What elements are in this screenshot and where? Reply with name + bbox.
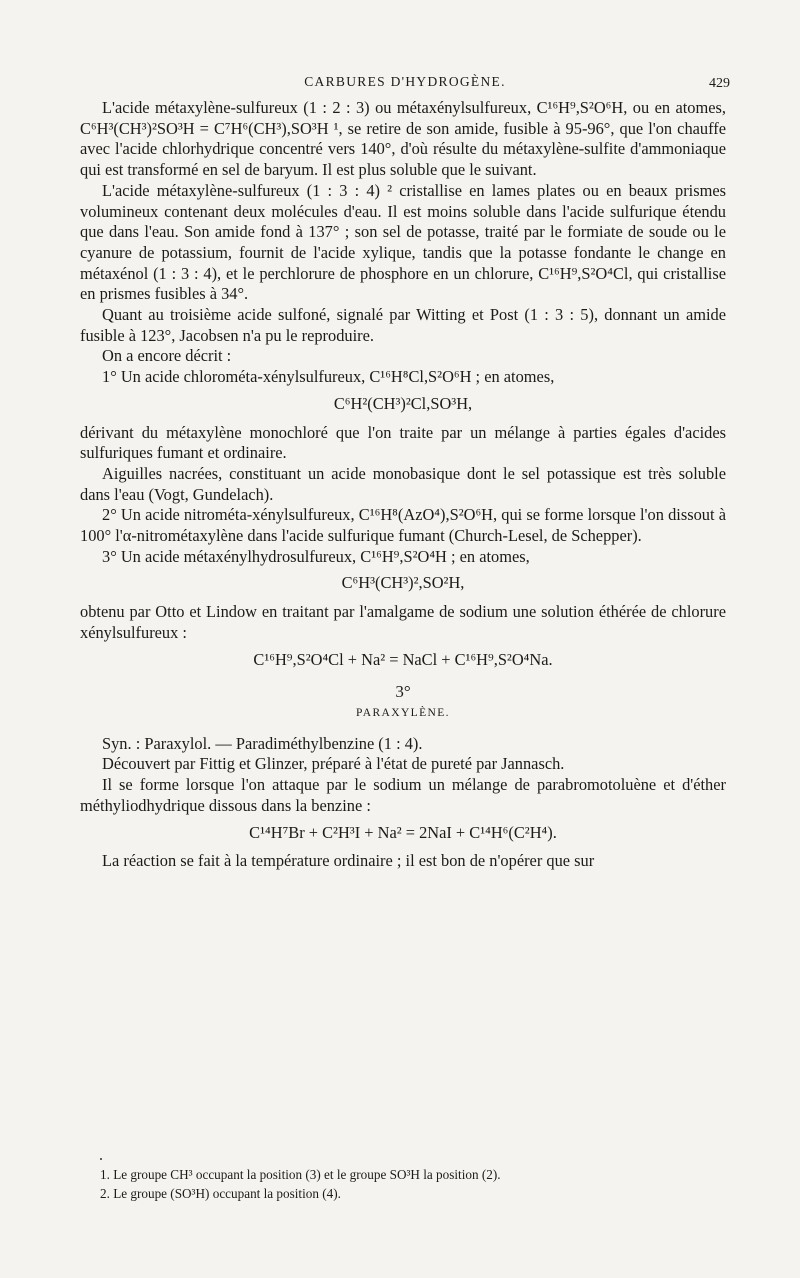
section-number: 3° — [395, 682, 411, 702]
formula-paraxylene-synthesis: C¹⁴H⁷Br + C²H³I + Na² = 2NaI + C¹⁴H⁶(C²H⁴). — [249, 822, 557, 842]
body-text — [80, 98, 726, 872]
paragraph-third-sulfonic-acid: Quant au troisième acide sulfoné, signalé par Witting et Post (1 : 3 : 5), donnant un amide fusible à 123°, Jacobsen n'a pu le reproduire. — [80, 305, 726, 345]
footnotes — [100, 1166, 720, 1203]
section-title: PARAXYLÈNE. — [356, 706, 450, 719]
page-number: 429 — [709, 76, 730, 91]
paragraph-metaxylene-sulfurous-123: L'acide métaxylène-sulfureux (1 : 2 : 3) ou métaxénylsulfureux, C¹⁶H⁹,S²O⁶H, ou en atomes, C⁶H³(CH³)²SO³H = C⁷H⁶(CH³),SO³H ¹, se retire de son amide, fusible à 95-96°, que l'on chauffe avec l'acide chlorhydrique concentré vers 140°, d'où résulte du métaxylène-sulfite d'ammoniaque qui est transformé en sel de baryum. Il est plus soluble que le suivant. — [80, 98, 726, 180]
footnote-marker-dot — [100, 1158, 102, 1160]
running-head — [80, 74, 730, 94]
paragraph-discovery: Découvert par Fittig et Glinzer, préparé à l'état de pureté par Jannasch. — [102, 754, 565, 774]
paragraph-hydrosulfurous-acid: 3° Un acide métaxénylhydrosulfureux, C¹⁶H⁹,S²O⁴H ; en atomes, — [102, 546, 530, 566]
paragraph-formation: Il se forme lorsque l'on attaque par le sodium un mélange de parabromotoluène et d'éther méthyliodhydrique dissous dans la benzine : — [80, 775, 726, 815]
formula-sodium-reaction: C¹⁶H⁹,S²O⁴Cl + Na² = NaCl + C¹⁶H⁹,S²O⁴Na. — [253, 649, 553, 669]
paragraph-synonyms: Syn. : Paraxylol. — Paradiméthylbenzine (1 : 4). — [102, 733, 423, 753]
footnote-2: 2. Le groupe (SO³H) occupant la position (4). — [100, 1185, 341, 1201]
paragraph-nitrometa-acid: 2° Un acide nitrométa-xénylsulfureux, C¹⁶H⁸(AzO⁴),S²O⁶H, qui se forme lorsque l'on dissout à 100° l'α-nitrométaxylène dans l'acide sulfurique fumant (Church-Lesel, de Schepper). — [80, 505, 726, 546]
paragraph-metaxylene-sulfurous-134: L'acide métaxylène-sulfureux (1 : 3 : 4) ² cristallise en lames plates ou en beaux prismes volumineux contenant deux molécules d'eau. Il est moins soluble dans l'acide sulfurique étendu que dans l'eau. Son amide fond à 137° ; son sel de potasse, traité par le formiate de soude ou le cyanure de potassium, fournit de l'acide xylique, tandis que la potasse fondante le change en métaxénol (1 : 3 : 4), et le perchlorure de phosphore en un chlorure, C¹⁶H⁹,S²O⁴Cl, qui cristallise en prismes fusibles à 34°. — [80, 180, 726, 304]
footnote-1: 1. Le groupe CH³ occupant la position (3) et le groupe SO³H la position (2). — [100, 1167, 501, 1182]
paragraph-chlorometa-derivation: dérivant du métaxylène monochloré que l'on traite par un mélange à parties égales d'acides sulfuriques fumant et ordinaire. — [80, 422, 726, 463]
formula-chlorometa: C⁶H²(CH³)²Cl,SO³H, — [333, 393, 473, 413]
paragraph-chlorometa-acid: 1° Un acide chlorométa-xénylsulfureux, C¹⁶H⁸Cl,S²O⁶H ; en atomes, — [102, 367, 555, 387]
paragraph-nacreous-needles: Aiguilles nacrées, constituant un acide monobasique dont le sel potassique est très soluble dans l'eau (Vogt, Gundelach). — [80, 463, 726, 504]
paragraph-otto-lindow: obtenu par Otto et Lindow en traitant par l'amalgame de sodium une solution éthérée de chlorure xénylsulfureux : — [80, 602, 726, 642]
running-title: CARBURES D'HYDROGÈNE. — [304, 74, 506, 89]
formula-hydrosulfurous: C⁶H³(CH³)²,SO²H, — [341, 573, 465, 593]
paragraph-also-described: On a encore décrit : — [102, 346, 232, 366]
paragraph-reaction-temperature: La réaction se fait à la température ordinaire ; il est bon de n'opérer que sur — [102, 851, 595, 871]
